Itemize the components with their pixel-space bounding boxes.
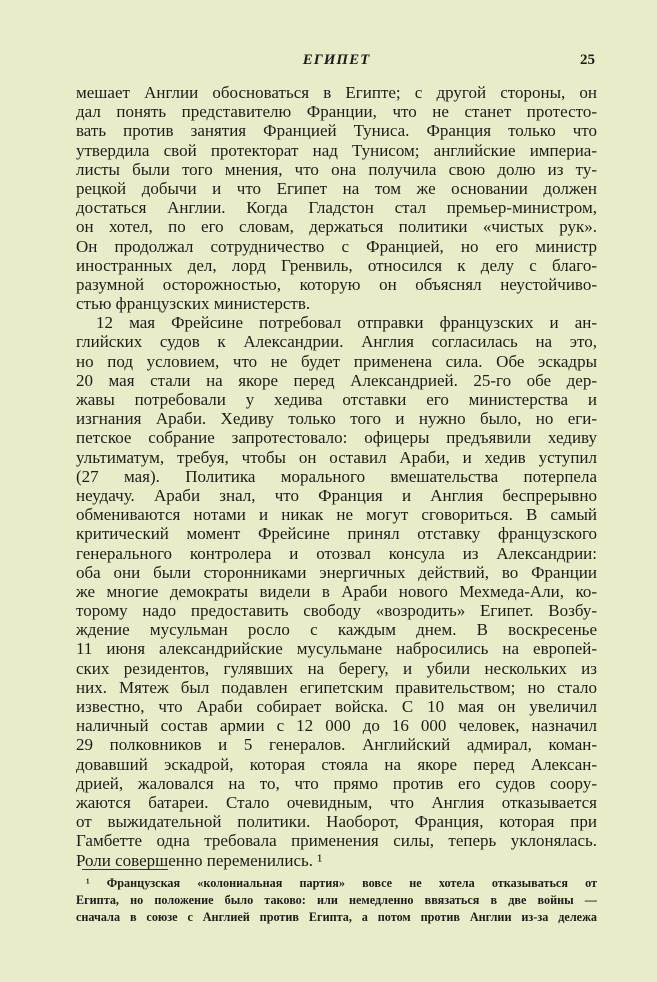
text-line: 11 июня александрийские мусульмане набросились на европей- <box>76 639 597 659</box>
text-line: разумной осторожностью, которую он объяснял неустойчиво- <box>76 274 597 294</box>
text-line: ских резидентов, гулявших на берегу, и убили нескольких из <box>76 658 597 678</box>
text-line: 29 полковников и 5 генералов. Английский адмирал, коман- <box>76 735 597 755</box>
text-line: дрией, жаловался на то, что прямо против его судов соору- <box>76 773 597 793</box>
text-line: достаться Англии. Когда Гладстон стал премьер-министром, <box>76 198 597 218</box>
text-line: стью французских министерств. <box>76 294 311 314</box>
text-line: наличный состав армии с 12 000 до 16 000 человек, назначил <box>76 716 597 736</box>
text-line: них. Мятеж был подавлен египетским правительством; но стало <box>76 677 597 697</box>
text-line: Роли совершенно переменились. ¹ <box>76 850 323 870</box>
text-line: он хотел, по его словам, держаться политики «чистых рук». <box>76 217 597 237</box>
text-line: от выжидательной политики. Наоборот, Франция, которая при <box>76 812 597 832</box>
text-line: критический момент Фрейсине принял отставку французского <box>76 524 597 544</box>
text-line: генерального контролера и отозвал консула из Александрии: <box>76 543 597 563</box>
text-line: известно, что Араби собирает войска. С 10 мая он увеличил <box>76 697 597 716</box>
text-line: обмениваются нотами и никак не могут сговориться. В самый <box>76 505 597 525</box>
page-number: 25 <box>580 52 595 68</box>
text-line: 20 мая стали на якоре перед Александрией. 25-го обе дер- <box>76 370 597 390</box>
text-line: утвердила свой протекторат над Тунисом; английские империа- <box>76 140 597 160</box>
text-line: торому надо предоставить свободу «возродить» Египет. Возбу- <box>76 601 597 621</box>
running-head <box>76 52 597 72</box>
text-line: оба они были сторонниками энергичных действий, во Франции <box>76 562 597 582</box>
footnote-line: ¹ Французская «колониальная партия» вовсе не хотела отказываться от <box>86 876 597 890</box>
text-line: изгнания Араби. Хедиву только того и нужно было, но еги- <box>76 409 597 429</box>
text-line: иностранных дел, лорд Гренвиль, относился к делу с благо- <box>76 255 597 275</box>
text-line: дал понять представителю Франции, что не станет протесто- <box>76 102 597 122</box>
text-line: 12 мая Фрейсине потребовал отправки французских и ан- <box>96 313 597 333</box>
footnote-divider <box>82 869 168 870</box>
text-line: ждение мусульман росло с каждым днем. В воскресенье <box>76 620 597 640</box>
text-line: довавший эскадрой, которая стояла на якоре перед Алексан- <box>76 754 597 774</box>
text-line: ультиматум, требуя, чтобы он оставил Араби, и хедив уступил <box>76 447 597 467</box>
footnote-line: Египта, но положение было таково: или немедленно ввязаться в две войны — <box>76 893 597 907</box>
text-line: вать против занятия Францией Туниса. Франция только что <box>76 121 597 141</box>
text-line: петское собрание запротестовало: офицеры предъявили хедиву <box>76 428 597 448</box>
text-line: но под условием, что не будет применена сила. Обе эскадры <box>76 351 597 371</box>
body-text <box>76 83 597 870</box>
text-line: Гамбетте одна требовала применения силы, теперь уклонялась. <box>76 831 597 851</box>
text-line: рецкой добычи и что Египет на том же основании должен <box>76 178 597 198</box>
text-line: (27 мая). Политика морального вмешательства потерпела <box>76 466 597 486</box>
text-line: глийских судов к Александрии. Англия согласилась на это, <box>76 332 597 352</box>
text-line: же многие демократы видели в Араби нового Мехмеда-Али, ко- <box>76 581 597 601</box>
text-line: листы были того мнения, что она получила свою долю из ту- <box>76 159 597 179</box>
text-line: Он продолжал сотрудничество с Францией, но его министр <box>76 236 597 256</box>
text-line: мешает Англии обосноваться в Египте; с другой стороны, он <box>76 83 597 102</box>
text-line: жавы потребовали у хедива отставки его министерства и <box>76 390 597 409</box>
chapter-title: ЕГИПЕТ <box>302 52 371 68</box>
text-line: неудачу. Араби знал, что Франция и Англия беспрерывно <box>76 485 597 505</box>
footnote-line: сначала в союзе с Англией против Египта, а потом против Англии из-за дележа <box>76 910 597 924</box>
footnote <box>76 875 597 926</box>
text-line: жаются батареи. Стало очевидным, что Англия отказывается <box>76 792 597 812</box>
